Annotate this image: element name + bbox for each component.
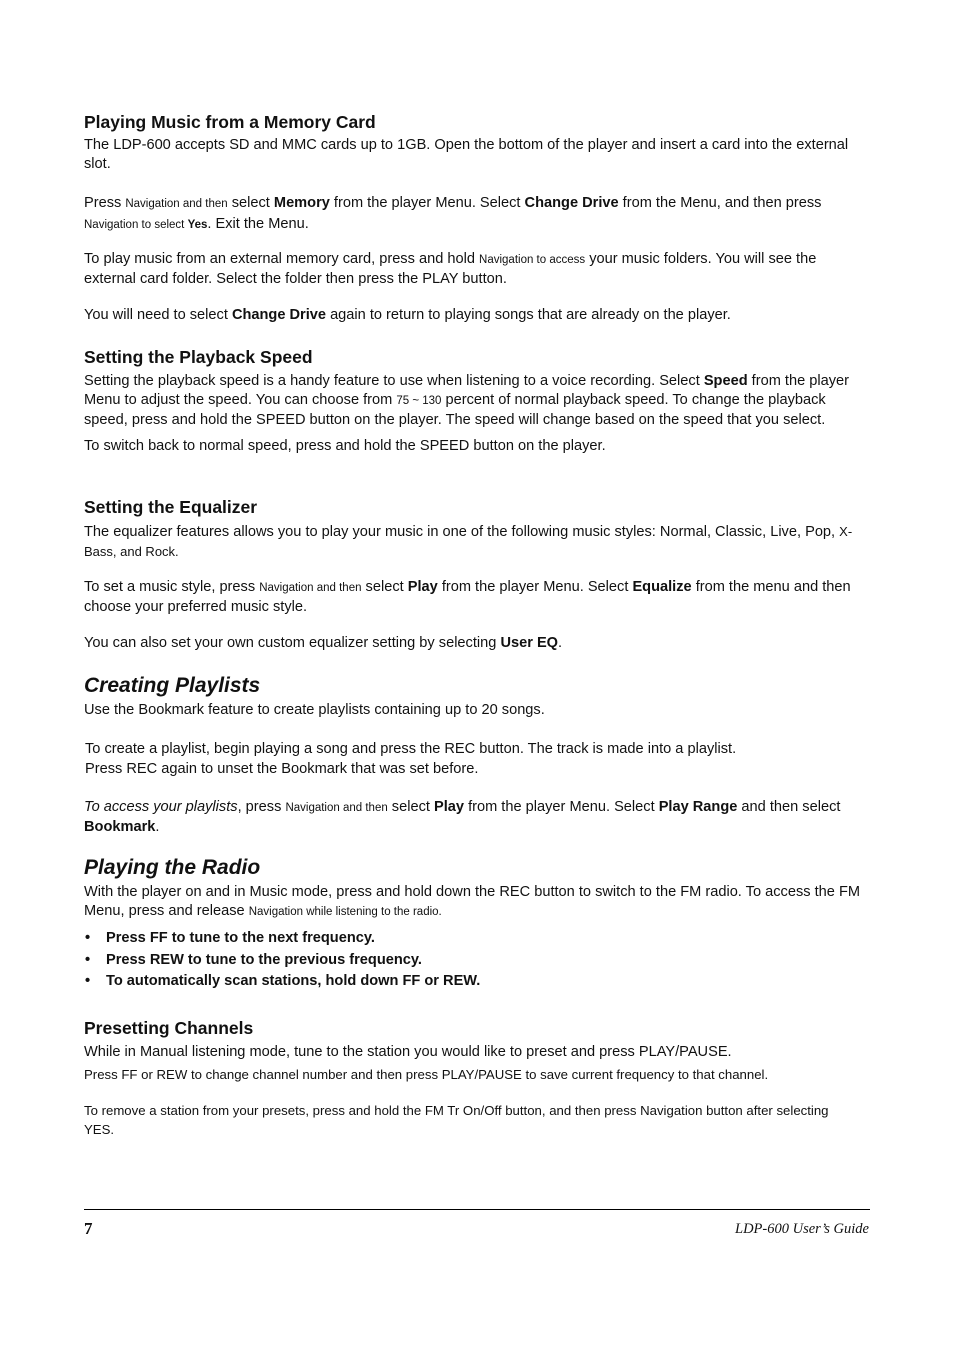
playlists-paragraph-3: To access your playlists, press Navigation and then select Play from the player Menu. Select Play Range and then select Bookmark.: [84, 799, 841, 835]
equalizer-paragraph-3: You can also set your own custom equalizer setting by selecting User EQ.: [84, 635, 563, 651]
footer-divider: [84, 1209, 870, 1210]
memory-card-paragraph-1: The LDP-600 accepts SD and MMC cards up to 1GB. Open the bottom of the player and insert a card into the external slot.: [84, 137, 849, 172]
memory-card-paragraph-3: To play music from an external memory card, press and hold Navigation to access your music folders. You will see the external card folder. Select the folder then press the PLAY button.: [84, 251, 817, 287]
radio-paragraph-1: With the player on and in Music mode, press and hold down the REC button to switch to the FM radio. To access the FM Menu, press and release Navigation while listening to the radio.: [84, 884, 861, 919]
playback-speed-heading: Setting the Playback Speed: [84, 347, 313, 367]
page-number: 7: [84, 1219, 93, 1238]
memory-card-heading: Playing Music from a Memory Card: [84, 112, 376, 132]
presetting-paragraph-2: Press FF or REW to change channel number and then press PLAY/PAUSE to save current frequency to that channel.: [84, 1067, 769, 1082]
radio-heading: Playing the Radio: [84, 856, 261, 879]
guide-title: LDP-600 User’s Guide: [735, 1221, 869, 1237]
memory-card-section: [84, 111, 870, 174]
playlists-paragraph-1: Use the Bookmark feature to create playlists containing up to 20 songs.: [84, 702, 545, 718]
list-item: • Press REW to tune to the previous frequency.: [84, 950, 870, 972]
memory-card-paragraph-2: Press Navigation and then select Memory from the player Menu. Select Change Drive from the Menu, and then press Navigation to select Yes. Exit the Menu.: [84, 195, 822, 232]
memory-card-paragraph-4: You will need to select Change Drive again to return to playing songs that are already on the player.: [84, 307, 731, 323]
presetting-section: [84, 1017, 870, 1084]
equalizer-paragraph-1: The equalizer features allows you to play your music in one of the following music styles: Normal, Classic, Live, Pop, X-Bass, and Rock.: [84, 524, 853, 559]
radio-section: [84, 855, 870, 993]
playback-speed-paragraph-2: To switch back to normal speed, press and hold the SPEED button on the player.: [84, 438, 606, 454]
playlists-section: [84, 673, 870, 720]
radio-bullet-list: [84, 928, 870, 993]
presetting-paragraph-1: While in Manual listening mode, tune to the station you would like to preset and press PLAY/PAUSE.: [84, 1044, 732, 1060]
playlists-heading: Creating Playlists: [84, 674, 261, 697]
equalizer-heading: Setting the Equalizer: [84, 497, 258, 517]
playlists-paragraph-2: To create a playlist, begin playing a song and press the REC button. The track is made into a playlist. Press REC again to unset the Bookmark that was set before.: [85, 741, 737, 777]
list-item: • Press FF to tune to the next frequency.: [84, 928, 870, 950]
equalizer-section: [84, 496, 870, 562]
playback-speed-section: [84, 346, 870, 456]
list-item: • To automatically scan stations, hold down FF or REW.: [84, 971, 870, 993]
playback-speed-paragraph-1: Setting the playback speed is a handy feature to use when listening to a voice recording. Select Speed from the player Menu to adjust the speed. You can choose from 75 ~ 130 percent of normal playback speed. To change the playback speed, press and hold the SPEED button on the player. The speed will change based on the speed that you select.: [84, 373, 849, 428]
equalizer-paragraph-2: To set a music style, press Navigation and then select Play from the player Menu. Select Equalize from the menu and then choose your preferred music style.: [84, 579, 851, 615]
presetting-heading: Presetting Channels: [84, 1018, 254, 1038]
presetting-paragraph-3: To remove a station from your presets, press and hold the FM Tr On/Off button, and then press Navigation button after selecting YES.: [84, 1103, 829, 1137]
